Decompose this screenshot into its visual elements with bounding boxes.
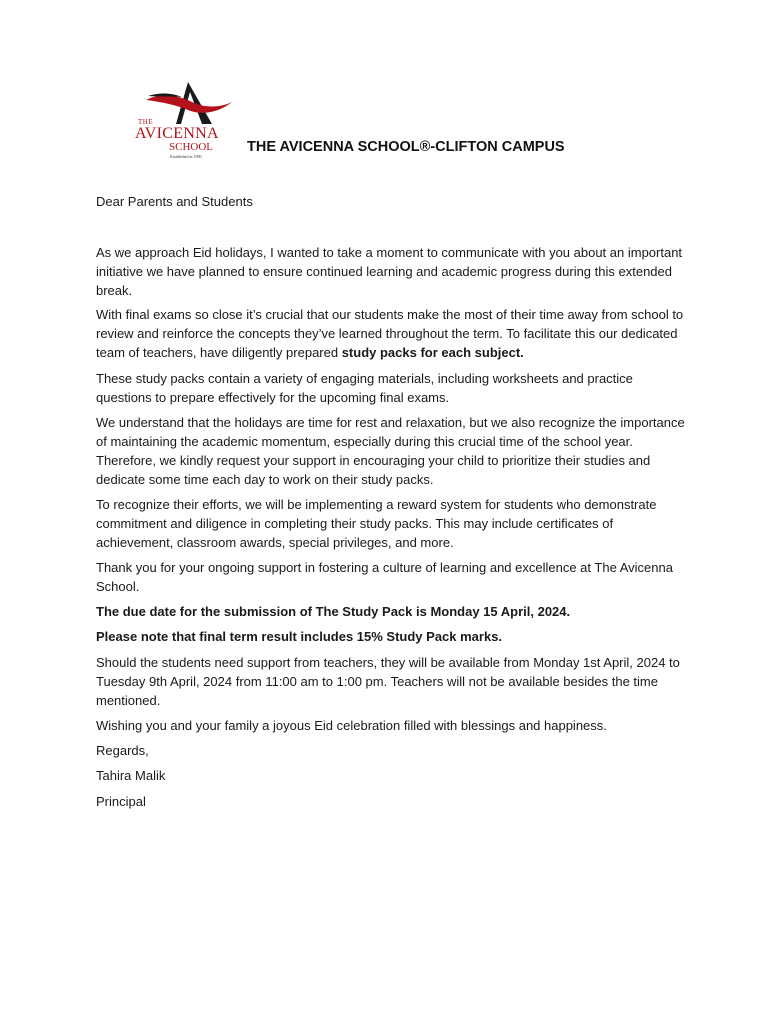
paragraph-intro: [96, 243, 686, 300]
school-logo: [132, 78, 244, 162]
signer-title: [96, 792, 686, 811]
paragraph-final-exams: [96, 305, 686, 362]
paragraph-text: These study packs contain a variety of engaging materials, including worksheets and practice questions to prepare effectively for the upcoming final exams.: [96, 371, 633, 405]
paragraph-text-regular: With final exams so close it’s crucial that our students make the most of their time away from school to review and reinforce the concepts they’ve learned throughout the term. To facilitate this our dedicated team of teachers, have diligently prepared: [96, 307, 684, 360]
paragraph-rewards: [96, 495, 686, 552]
logo-established-text: Established in 1990: [170, 154, 202, 159]
due-date-notice: [96, 602, 686, 621]
paragraph-holidays: [96, 413, 686, 489]
paragraph-text: As we approach Eid holidays, I wanted to take a moment to communicate with you about an important initiative we have planned to ensure continued learning and academic progress during this extended break.: [96, 245, 683, 298]
paragraph-wishes: [96, 716, 686, 735]
paragraph-text: Should the students need support from teachers, they will be available from Monday 1st April, 2024 to Tuesday 9th April, 2024 from 11:00 am to 1:00 pm. Teachers will not be available besides the time mentioned.: [96, 655, 680, 708]
salutation: [96, 192, 686, 211]
signer-name-text: Tahira Malik: [96, 768, 166, 783]
paragraph-text: Wishing you and your family a joyous Eid celebration filled with blessings and happiness.: [96, 718, 607, 733]
marks-note-text: Please note that final term result includes 15% Study Pack marks.: [96, 629, 503, 644]
paragraph-study-packs: [96, 369, 686, 407]
logo-school-text: SCHOOL: [169, 141, 214, 153]
due-date-text: The due date for the submission of The Study Pack is Monday 15 April, 2024.: [96, 604, 571, 619]
closing-text: Regards,: [96, 743, 149, 758]
paragraph-text: To recognize their efforts, we will be implementing a reward system for students who demonstrate commitment and diligence in completing their study packs. This may include certificates of achievement, classroom awards, special privileges, and more.: [96, 497, 657, 550]
closing: [96, 741, 686, 760]
study-packs-emphasis: study packs for each subject.: [341, 345, 524, 360]
logo-the-text: THE: [138, 118, 154, 126]
paragraph-teacher-support: [96, 653, 686, 710]
page-title: THE AVICENNA SCHOOL®-CLIFTON CAMPUS: [247, 139, 565, 155]
paragraph-text: We understand that the holidays are time for rest and relaxation, but we also recognize the importance of maintaining the academic momentum, especially during this crucial time of the school year. Therefore, we kindly request your support in encouraging your child to prioritize their studies and dedicate some time each day to work on their study packs.: [96, 415, 685, 487]
signer-name: [96, 766, 686, 785]
marks-notice: [96, 627, 686, 646]
signer-title-text: Principal: [96, 794, 146, 809]
logo-name-text: AVICENNA: [135, 125, 219, 142]
paragraph-text: Thank you for your ongoing support in fostering a culture of learning and excellence at The Avicenna School.: [96, 560, 673, 594]
paragraph-text: [96, 305, 686, 362]
paragraph-thanks: [96, 558, 686, 596]
salutation-text: Dear Parents and Students: [96, 194, 253, 209]
